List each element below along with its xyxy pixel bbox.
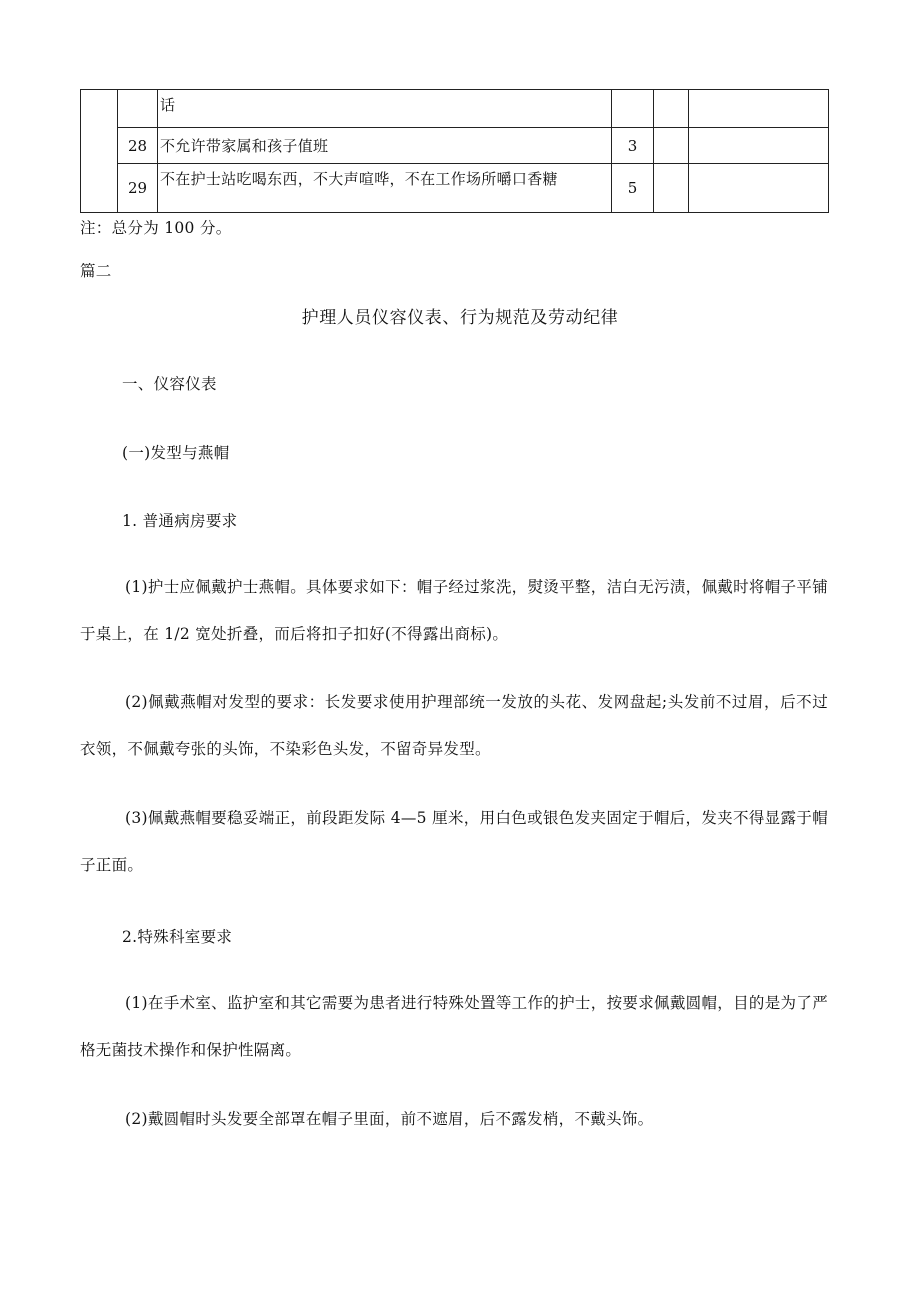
deduction-cell <box>654 128 689 164</box>
score-cell: 3 <box>612 128 654 164</box>
score-cell: 5 <box>612 164 654 213</box>
paragraph: (2)戴圆帽时头发要全部罩在帽子里面，前不遮眉，后不露发梢，不戴头饰。 <box>125 1110 654 1128</box>
remark-cell <box>689 164 829 213</box>
paragraph: (2)佩戴燕帽对发型的要求：长发要求使用护理部统一发放的头花、发网盘起;头发前不过眉，后不过衣领，不佩戴夸张的头饰，不染彩色头发，不留奇异发型。 <box>80 693 828 758</box>
table-row <box>81 90 829 128</box>
item-number-cell: 29 <box>118 164 158 213</box>
item-heading: 1. 普通病房要求 <box>122 512 238 530</box>
deduction-cell <box>654 164 689 213</box>
score-note: 注：总分为 100 分。 <box>80 219 232 237</box>
score-table <box>80 89 829 213</box>
subsection-heading: (一)发型与燕帽 <box>122 444 230 462</box>
table-row <box>81 164 829 213</box>
paragraph: (1)护士应佩戴护士燕帽。具体要求如下：帽子经过浆洗，熨烫平整，洁白无污渍，佩戴时将帽子平铺于桌上，在 1/2 宽处折叠，而后将扣子扣好(不得露出商标)。 <box>80 578 828 643</box>
item-number-cell <box>118 90 158 128</box>
document-title: 护理人员仪容仪表、行为规范及劳动纪律 <box>301 308 619 328</box>
score-cell <box>612 90 654 128</box>
remark-cell <box>689 90 829 128</box>
item-text-cell: 不在护士站吃喝东西，不大声喧哗，不在工作场所嚼口香糖 <box>158 164 612 213</box>
item-number-cell: 28 <box>118 128 158 164</box>
part-label: 篇二 <box>80 262 112 280</box>
table-row <box>81 128 829 164</box>
paragraph: (1)在手术室、监护室和其它需要为患者进行特殊处置等工作的护士，按要求佩戴圆帽，目的是为了严格无菌技术操作和保护性隔离。 <box>80 994 828 1059</box>
remark-cell <box>689 128 829 164</box>
section-heading: 一、仪容仪表 <box>122 375 217 393</box>
category-cell <box>81 90 118 213</box>
paragraph: (3)佩戴燕帽要稳妥端正，前段距发际 4—5 厘米，用白色或银色发夹固定于帽后，发夹不得显露于帽子正面。 <box>80 809 828 874</box>
deduction-cell <box>654 90 689 128</box>
item-heading: 2.特殊科室要求 <box>122 928 233 946</box>
item-text-cell: 不允许带家属和孩子值班 <box>158 128 612 164</box>
item-text-cell: 话 <box>158 90 612 128</box>
